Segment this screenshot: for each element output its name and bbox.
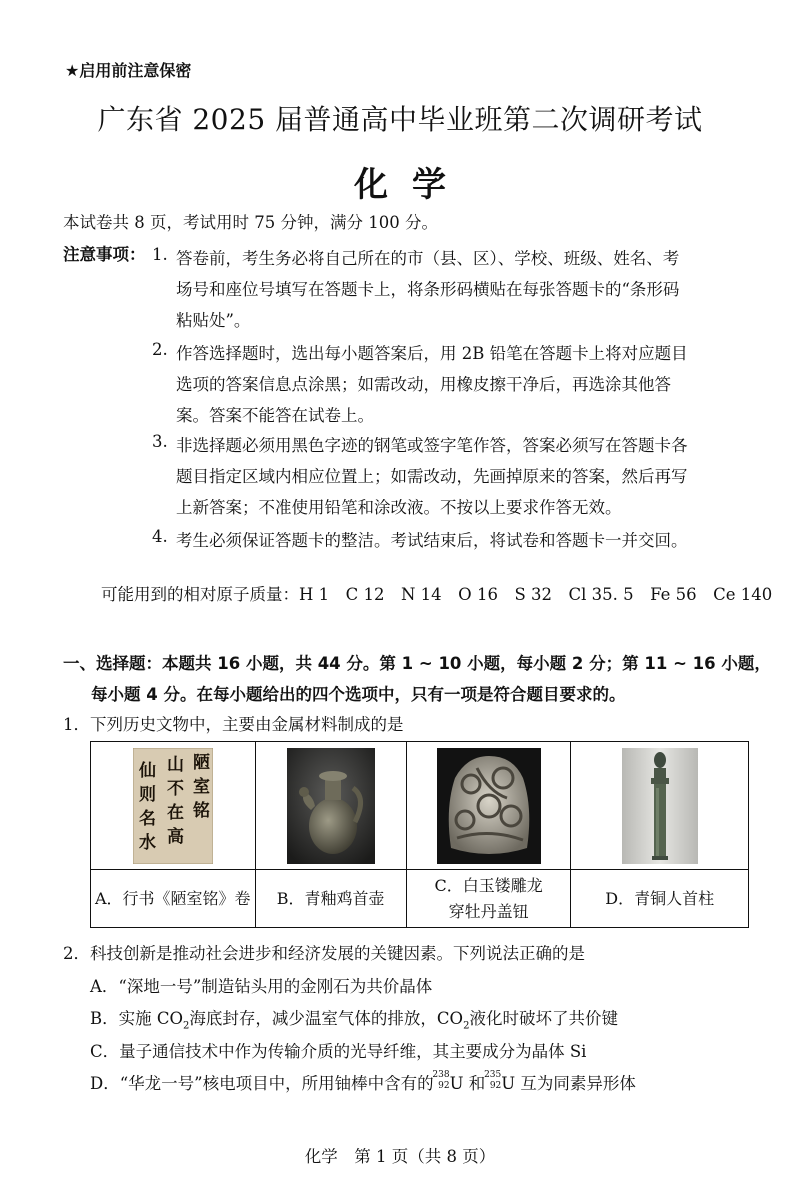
svg-text:高: 高	[166, 826, 184, 847]
option-c-label	[406, 870, 571, 928]
note-number: 3.	[152, 432, 168, 451]
svg-text:名: 名	[138, 808, 156, 829]
q1-options-table	[90, 741, 749, 928]
subscript: 2	[183, 1020, 190, 1032]
jade-knob-image	[437, 748, 541, 864]
note-line: 上新答案；不准使用铅笔和涂改液。不按以上要求作答无效。	[176, 498, 622, 517]
isotope-notation-235	[484, 1070, 502, 1093]
confidential-notice: ★启用前注意保密	[65, 61, 192, 80]
isotope-notation-238	[432, 1070, 450, 1093]
svg-text:仙: 仙	[138, 760, 156, 781]
q2-d-text: D．“华龙一号”核电项目中，所用铀棒中含有的	[90, 1074, 434, 1093]
note-line: 考生必须保证答题卡的整洁。考试结束后，将试卷和答题卡一并交回。	[176, 531, 688, 550]
svg-text:铭: 铭	[192, 800, 210, 821]
note-line: 作答选择题时，选出每小题答案后，用 2B 铅笔在答题卡上将对应题目	[176, 344, 688, 363]
q2-b-text: 液化时破坏了共价键	[469, 1009, 618, 1028]
q2-option-c: C．量子通信技术中作为传输介质的光导纤维，其主要成分为晶体 Si	[90, 1042, 587, 1061]
svg-text:不: 不	[166, 778, 184, 799]
option-b-image	[255, 742, 406, 870]
celadon-ewer-image	[287, 748, 375, 864]
q2-d-text: U 和	[449, 1074, 486, 1093]
option-a-image	[91, 742, 256, 870]
subscript: 2	[463, 1020, 470, 1032]
svg-text:室: 室	[192, 776, 210, 797]
option-label-text: 穿牡丹盖钮	[448, 901, 529, 921]
option-label-text: D．青铜人首柱	[605, 888, 715, 908]
atomic-number: 92	[489, 1081, 502, 1091]
note-line: 场号和座位号填写在答题卡上，将条形码横贴在每张答题卡的“条形码	[176, 280, 680, 299]
page-footer: 化学 第 1 页（共 8 页）	[304, 1147, 496, 1166]
exam-intro: 本试卷共 8 页，考试用时 75 分钟，满分 100 分。	[63, 213, 438, 232]
atomic-mass-list: 可能用到的相对原子质量：H 1 C 12 N 14 O 16 S 32 Cl 35. 5 Fe 56 Ce 140	[101, 585, 773, 604]
mass-number: 238	[432, 1070, 450, 1080]
section-heading: 每小题 4 分。在每小题给出的四个选项中，只有一项是符合题目要求的。	[91, 685, 626, 704]
option-d-image	[571, 742, 749, 870]
note-line: 非选择题必须用黑色字迹的钢笔或签字笔作答，答案必须写在答题卡各	[176, 436, 688, 455]
svg-text:山: 山	[166, 754, 184, 775]
option-d-label	[571, 870, 749, 928]
svg-text:水: 水	[138, 832, 156, 853]
note-number: 2.	[152, 340, 168, 359]
note-number: 4.	[152, 527, 168, 546]
note-line: 题目指定区域内相应位置上；如需改动，先画掉原来的答案，然后再写	[176, 467, 688, 486]
bronze-pillar-image	[622, 748, 698, 864]
note-line: 粘贴处”。	[176, 311, 251, 330]
q2-option-d	[90, 1070, 636, 1094]
subject-title: 化学	[354, 165, 470, 205]
option-label-text: B．青釉鸡首壶	[276, 888, 385, 908]
option-b-label	[255, 870, 406, 928]
option-label-text: C．白玉镂雕龙	[434, 875, 543, 895]
option-c-image	[406, 742, 571, 870]
svg-text:在: 在	[166, 802, 184, 823]
atomic-number: 92	[438, 1081, 450, 1091]
q2-b-text: 海底封存，减少温室气体的排放，CO	[189, 1009, 464, 1028]
q2-d-text: U 互为同素异形体	[501, 1074, 636, 1093]
note-line: 案。答案不能答在试卷上。	[176, 406, 374, 425]
svg-text:陋: 陋	[192, 752, 210, 773]
question-2-stem: 2．科技创新是推动社会进步和经济发展的关键因素。下列说法正确的是	[63, 944, 585, 963]
notes-label: 注意事项：	[63, 245, 146, 264]
note-number: 1.	[152, 245, 168, 264]
calligraphy-scroll-image	[133, 748, 213, 864]
option-label-text: A．行书《陋室铭》卷	[94, 888, 251, 908]
mass-number: 235	[484, 1070, 502, 1080]
note-line: 选项的答案信息点涂黑；如需改动，用橡皮擦干净后，再选涂其他答	[176, 375, 671, 394]
svg-text:则: 则	[138, 784, 156, 805]
option-a-label	[91, 870, 256, 928]
note-line: 答卷前，考生务必将自己所在的市（县、区）、学校、班级、姓名、考	[176, 249, 680, 268]
section-heading: 一、选择题：本题共 16 小题，共 44 分。第 1 ~ 10 小题，每小题 2 分；第 11 ~ 16 小题，	[63, 654, 771, 673]
q2-option-b	[90, 1005, 618, 1031]
q2-option-a: A．“深地一号”制造钻头用的金刚石为共价晶体	[90, 977, 433, 996]
question-1-stem: 1．下列历史文物中，主要由金属材料制成的是	[63, 715, 404, 734]
q2-b-text: B．实施 CO	[90, 1009, 184, 1028]
exam-title: 广东省 2025 届普通高中毕业班第二次调研考试	[97, 103, 703, 136]
